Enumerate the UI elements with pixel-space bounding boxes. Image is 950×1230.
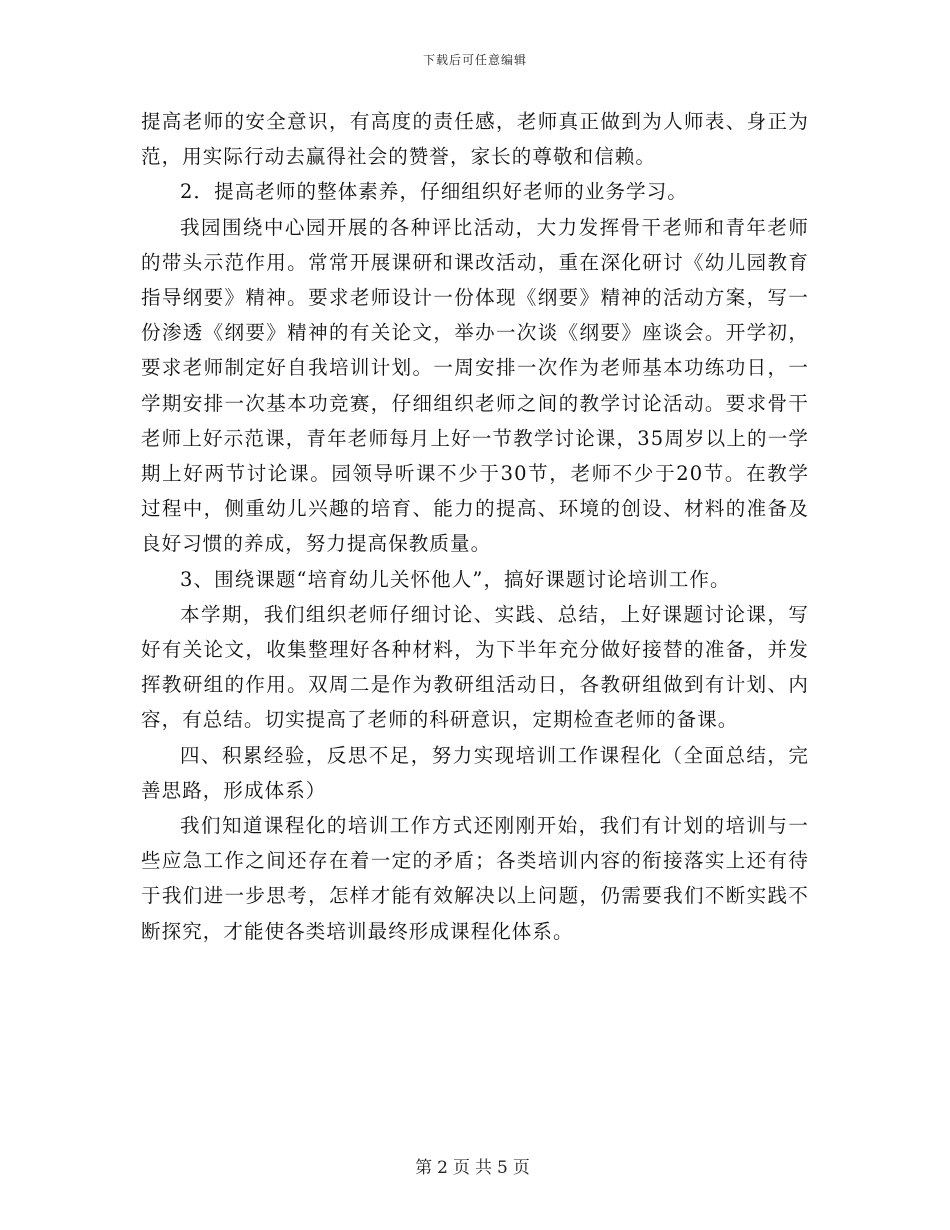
footer-total-joiner: 共 [475, 1158, 492, 1178]
paragraph-evaluation-activities: 我园围绕中心园开展的各种评比活动，大力发挥骨干老师和青年老师的带头示范作用。常常开展课研和课改活动，重在深化研讨《幼儿园教育指导纲要》精神。要求老师设计一份体现《纲要》精神的活动方案，写一份渗透《纲要》精神的有关论文，举办一次谈《纲要》座谈会。开学初，要求老师制定好自我培训计划。一周安排一次作为老师基本功练功日，一学期安排一次基本功竞赛，仔细组织老师之间的教学讨论活动。要求骨干老师上好示范课，青年老师每月上好一节教学讨论课，35周岁以上的一学期上好两节讨论课。园领导听课不少于30节，老师不少于20节。在教学过程中，侧重幼儿兴趣的培育、能力的提高、环境的创设、材料的准备及良好习惯的养成，努力提高保教质量。 [141, 215, 809, 556]
footer-total-pages: 5 [497, 1158, 508, 1178]
paragraph-curriculum-training: 我们知道课程化的培训工作方式还刚刚开始，我们有计划的培训与一些应急工作之间还存在着一定的矛盾；各类培训内容的衔接落实上还有待于我们进一步思考，怎样才能有效解决以上问题，仍需要我们不断实践不断探究，才能使各类培训最终形成课程化体系。 [141, 814, 809, 943]
paragraph-research-training: 本学期，我们组织老师仔细讨论、实践、总结，上好课题讨论课，写好有关论文，收集整理好各种材料，为下半年充分做好接替的准备，并发挥教研组的作用。双周二是作为教研组活动日，各教研组做到有计划、内容，有总结。切实提高了老师的科研意识，定期检查老师的备课。 [141, 602, 809, 732]
footer-page-word: 页 [453, 1158, 470, 1178]
footer-current-page: 2 [437, 1158, 448, 1178]
page-footer [0, 1153, 950, 1178]
paragraph-safety-awareness: 提高老师的安全意识，有高度的责任感，老师真正做到为人师表、身正为范，用实际行动去赢得社会的赞誉，家长的尊敬和信赖。 [141, 110, 809, 169]
heading-item-3: 3、围绕课题“培育幼儿关怀他人”，搞好课题讨论培训工作。 [180, 567, 731, 591]
footer-prefix: 第 [415, 1158, 433, 1178]
document-body [141, 104, 809, 949]
heading-section-4: 四、积累经验，反思不足，努力实现培训工作课程化（全面总结，完善思路，形成体系） [141, 743, 809, 802]
heading-item-2: 2．提高老师的整体素养，仔细组织好老师的业务学习。 [180, 180, 688, 204]
page-header-note: 下载后可任意编辑 [422, 53, 527, 67]
footer-suffix: 页 [512, 1158, 530, 1178]
